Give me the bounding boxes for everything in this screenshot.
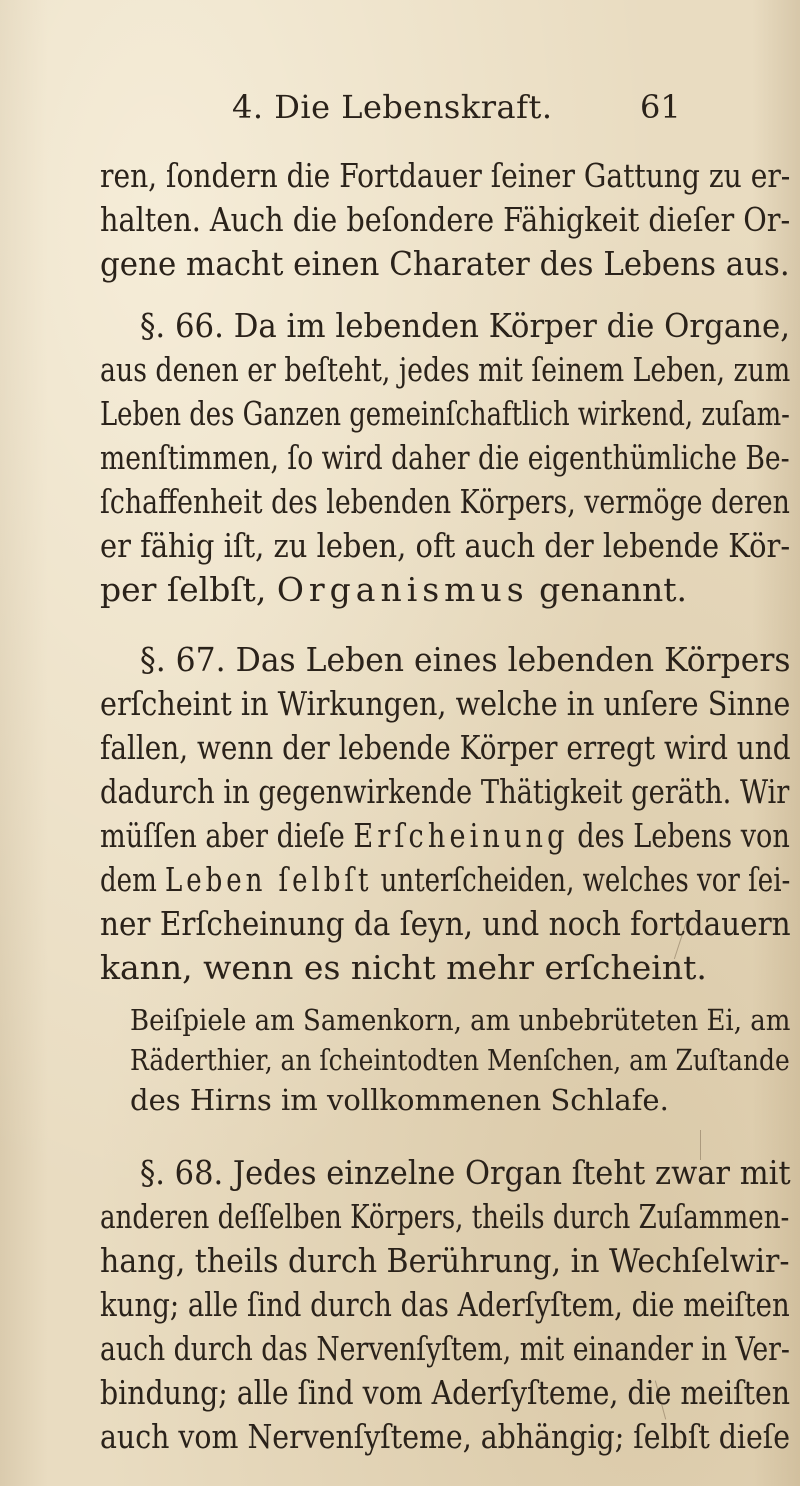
example-note-line: Beiſpiele am Samenkorn, am unbebrüteten Ei, am [130, 1003, 791, 1037]
section-68-heading-line: §. 68. Jedes einzelne Organ ſteht zwar mit [140, 1153, 791, 1192]
text-line: auch durch das Nervenſyſtem, mit einander in Ver- [100, 1329, 790, 1368]
example-note-line: des Hirns im vollkommenen Schlafe. [130, 1083, 669, 1117]
text-line: auch vom Nervenſyſteme, abhängig; ſelbſt dieſe [100, 1417, 791, 1456]
text-line: ren, ſondern die Fortdauer ſeiner Gattung zu er- [100, 156, 791, 195]
example-note-line: Räderthier, an ſcheintodten Menſchen, am Zuſtande [130, 1043, 790, 1077]
emphasized-term: Leben ſelbſt [165, 860, 373, 899]
text-line: bindung; alle ſind vom Aderſyſteme, die meiſten [100, 1373, 791, 1412]
text-line: gene macht einen Charater des Lebens aus. [100, 244, 790, 283]
text-span: unterſcheiden, welches vor ſei- [380, 860, 791, 899]
emphasized-term: Organismus [276, 570, 529, 609]
text-line: anderen deſſelben Körpers, theils durch Zuſammen- [100, 1197, 790, 1236]
text-line [100, 813, 790, 859]
text-span: genannt. [539, 570, 688, 609]
text-span: müſſen aber dieſe [100, 816, 345, 855]
text-span: des Lebens von [577, 816, 790, 855]
text-line: erſcheint in Wirkungen, welche in unſere Sinne [100, 684, 791, 723]
running-header [0, 88, 800, 138]
text-line: halten. Auch die beſondere Fähigkeit dieſer Or- [100, 200, 791, 239]
text-line: ſchaffenheit des lebenden Körpers, vermöge deren [100, 482, 790, 521]
text-line: ner Erſcheinung da ſeyn, und noch fortdauern [100, 904, 791, 943]
chapter-title: 4. Die Lebenskraft. [232, 88, 553, 126]
text-line: dadurch in gegenwirkende Thätigkeit geräth. Wir [100, 772, 790, 811]
section-66-heading-line: §. 66. Da im lebenden Körper die Organe, [140, 306, 791, 345]
text-line [100, 857, 790, 903]
text-span: per ſelbſt, [100, 570, 267, 609]
text-span: dem [100, 860, 157, 899]
text-line: fallen, wenn der lebende Körper erregt wird und [100, 728, 791, 767]
paper-blemish [700, 1130, 701, 1160]
text-line: kann, wenn es nicht mehr erſcheint. [100, 948, 707, 987]
text-line: er fähig iſt, zu leben, oft auch der lebende Kör- [100, 526, 791, 565]
text-line: kung; alle ſind durch das Aderſyſtem, die meiſten [100, 1285, 790, 1324]
page-number: 61 [640, 88, 681, 126]
text-line: hang, theils durch Berührung, in Wechſelwir- [100, 1241, 790, 1280]
text-line: aus denen er beſteht, jedes mit ſeinem Leben, zum [100, 350, 791, 389]
section-67-heading-line: §. 67. Das Leben eines lebenden Körpers [140, 640, 791, 679]
emphasized-term: Erſcheinung [353, 816, 569, 855]
text-line: Leben des Ganzen gemeinſchaftlich wirkend, zuſam- [100, 394, 790, 433]
text-line: menſtimmen, ſo wird daher die eigenthümliche Be- [100, 438, 790, 477]
text-line [100, 567, 687, 613]
